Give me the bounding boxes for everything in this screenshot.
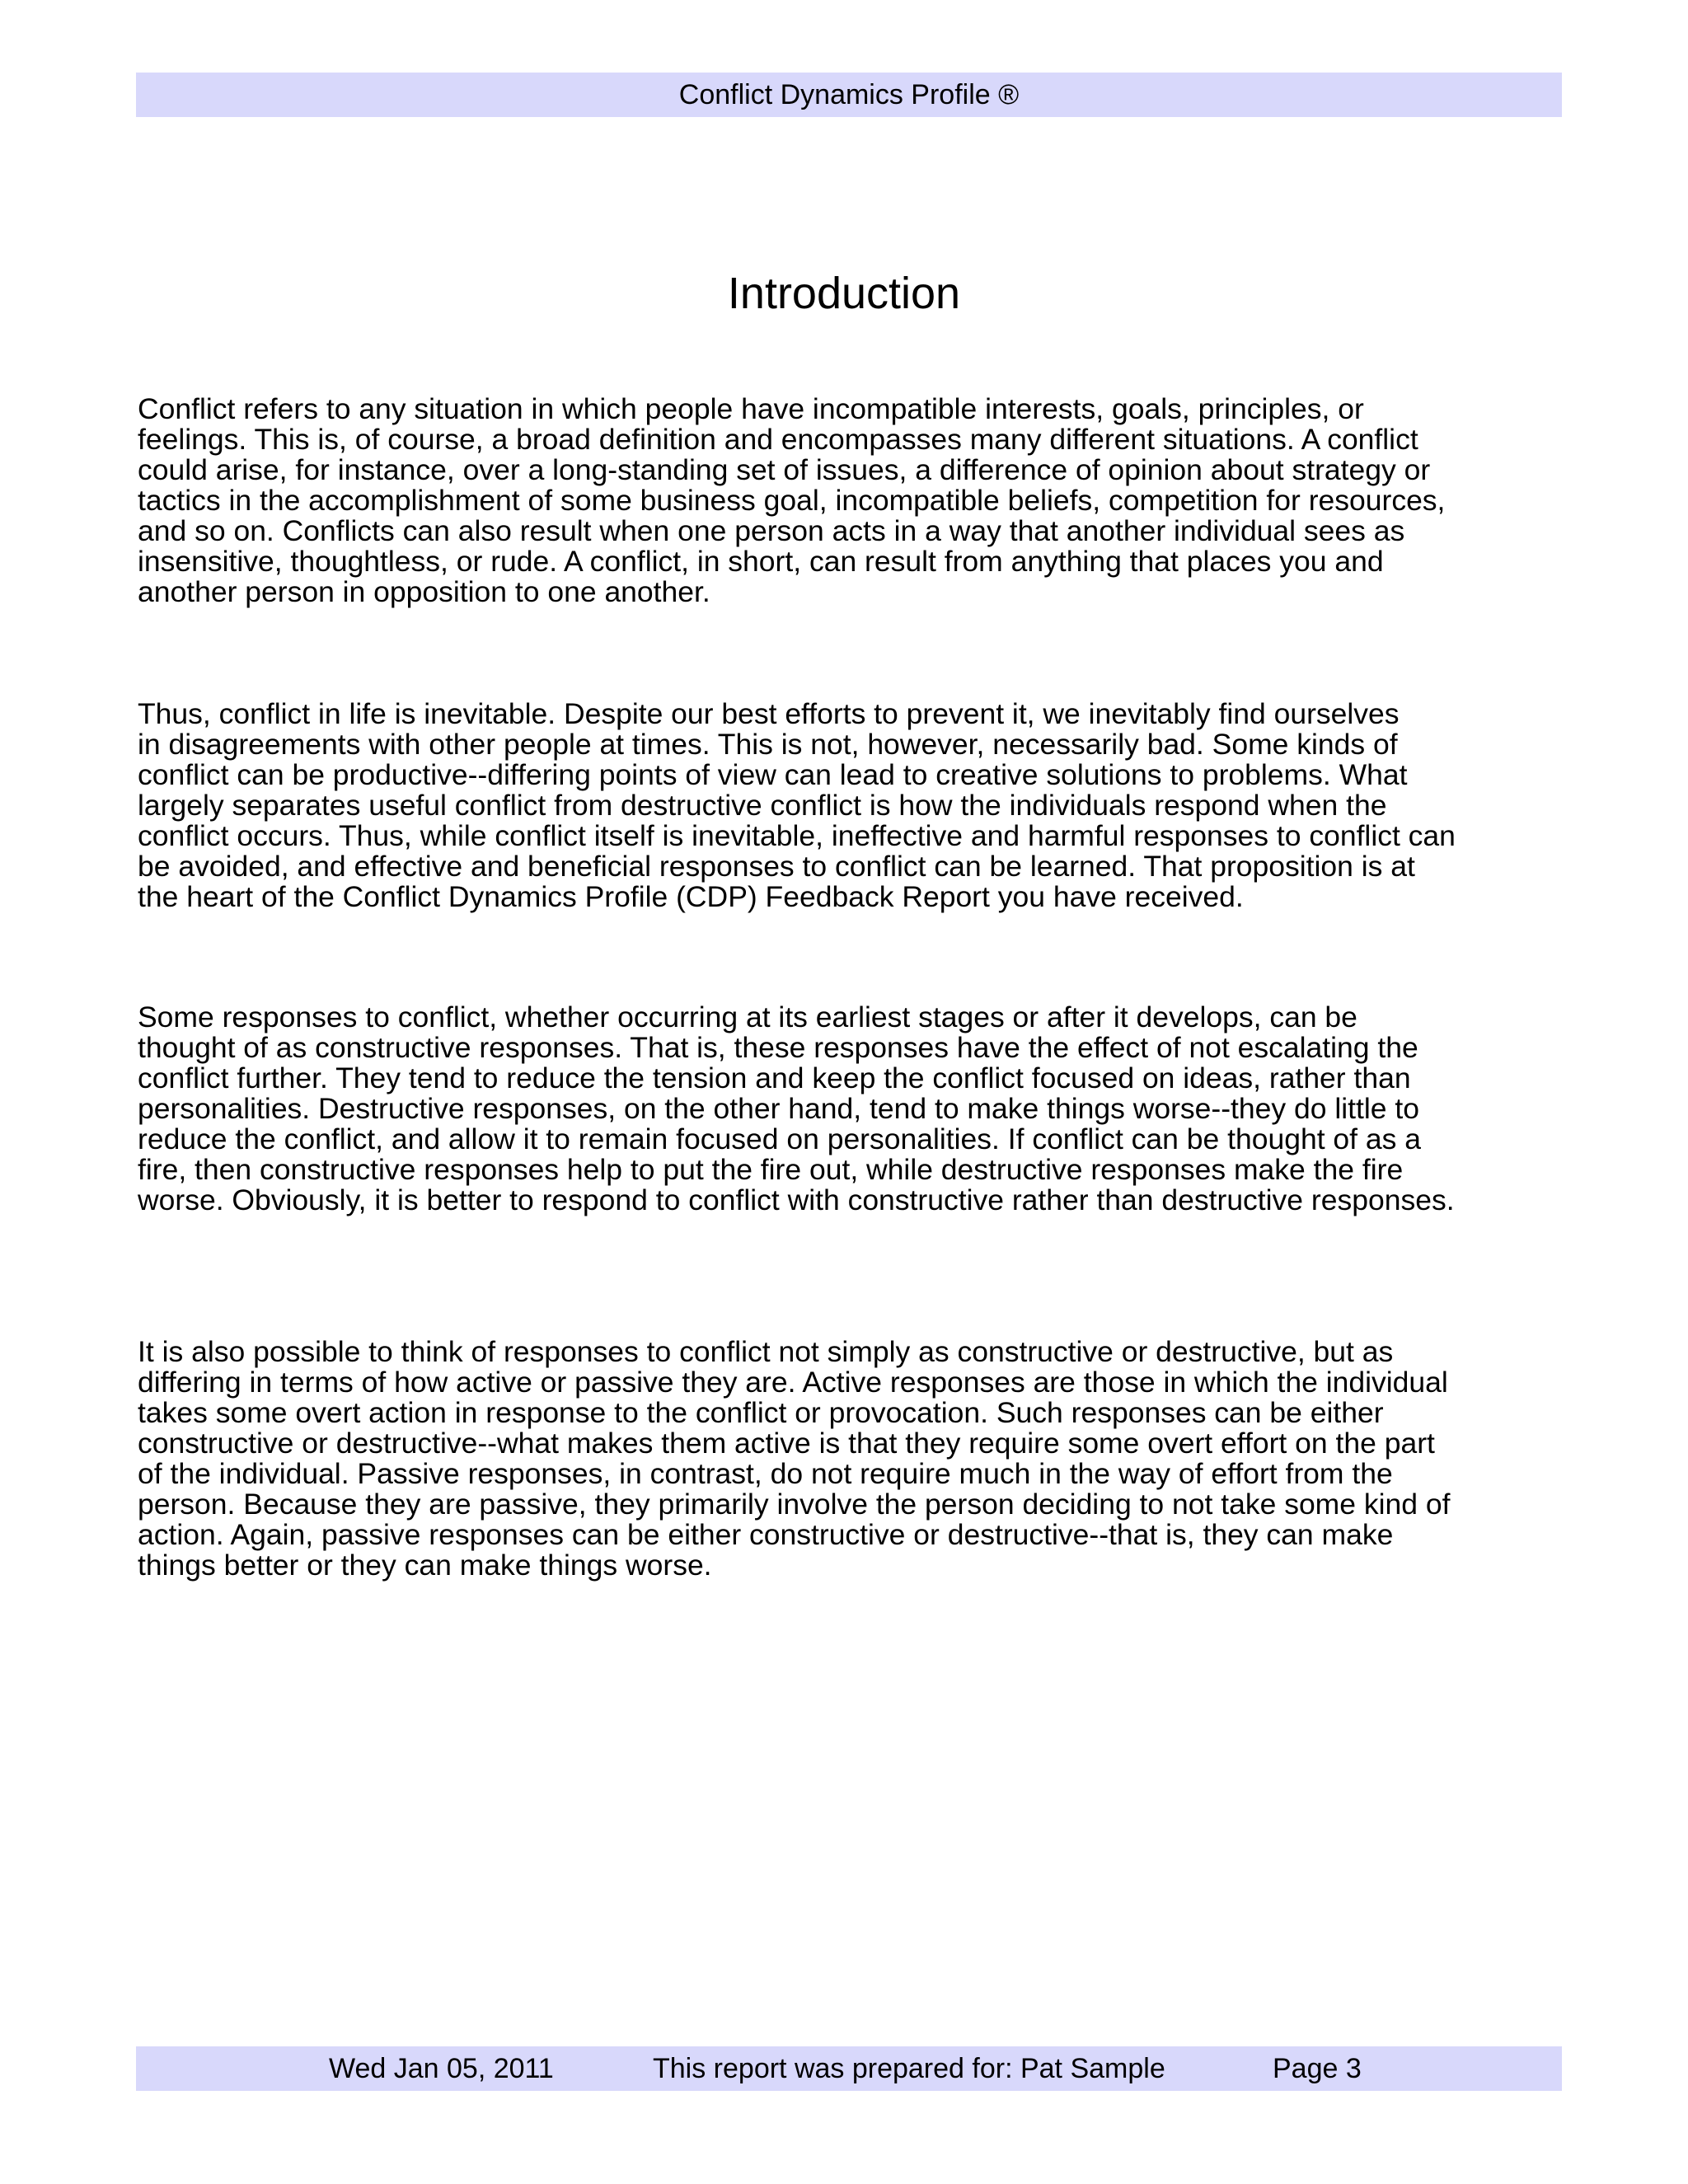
intro-paragraph-2: Thus, conflict in life is inevitable. Despite our best efforts to prevent it, we inevitably find ourselves in disagreements with other people at times. This is not, however, necessarily bad. Some kinds of conflict can be productive--differing points of view can lead to creative solutions to problems. What largely separates useful conflict from destructive conflict is how the individuals respond when the conflict occurs. Thus, while conflict itself is inevitable, ineffective and harmful responses to conflict can be avoided, and effective and beneficial responses to conflict can be learned. That proposition is at the heart of the Conflict Dynamics Profile (CDP) Feedback Report you have received. [138, 697, 1456, 913]
report-header-title: Conflict Dynamics Profile ® [678, 78, 1020, 110]
report-footer [136, 2046, 1562, 2091]
page-title: Introduction [727, 269, 961, 318]
intro-paragraph-3: Some responses to conflict, whether occurring at its earliest stages or after it develops, can be thought of as constructive responses. That is, these responses have the effect of not escalating the conflict further. They tend to reduce the tension and keep the conflict focused on ideas, rather than personalities. Destructive responses, on the other hand, tend to make things worse--they do little to reduce the conflict, and allow it to remain focused on personalities. If conflict can be thought of as a fire, then constructive responses help to put the fire out, while destructive responses make the fire worse. Obviously, it is better to respond to conflict with constructive rather than destructive responses. [138, 1001, 1455, 1216]
intro-paragraph-1: Conflict refers to any situation in which people have incompatible interests, goals, principles, or feelings. This is, of course, a broad definition and encompasses many different situations. A conflict could arise, for instance, over a long-standing set of issues, a difference of opinion about strategy or tactics in the accomplishment of some business goal, incompatible beliefs, competition for resources, and so on. Conflicts can also result when one person acts in a way that another individual sees as insensitive, thoughtless, or rude. A conflict, in short, can result from anything that places you and another person in opposition to one another. [138, 392, 1446, 608]
footer-page-number: Page 3 [1273, 2053, 1362, 2084]
footer-date: Wed Jan 05, 2011 [329, 2053, 554, 2084]
intro-paragraph-4: It is also possible to think of responses to conflict not simply as constructive or destructive, but as differing in terms of how active or passive they are. Active responses are those in which the individual takes some overt action in response to the conflict or provocation. Such responses can be either constructive or destructive--what makes them active is that they require some overt effort on the part of the individual. Passive responses, in contrast, do not require much in the way of effort from the person. Because they are passive, they primarily involve the person deciding to not take some kind of action. Again, passive responses can be either constructive or destructive--that is, they can make things better or they can make things worse. [138, 1335, 1451, 1582]
report-header [136, 73, 1562, 117]
footer-prepared-for: This report was prepared for: Pat Sample [653, 2053, 1165, 2084]
